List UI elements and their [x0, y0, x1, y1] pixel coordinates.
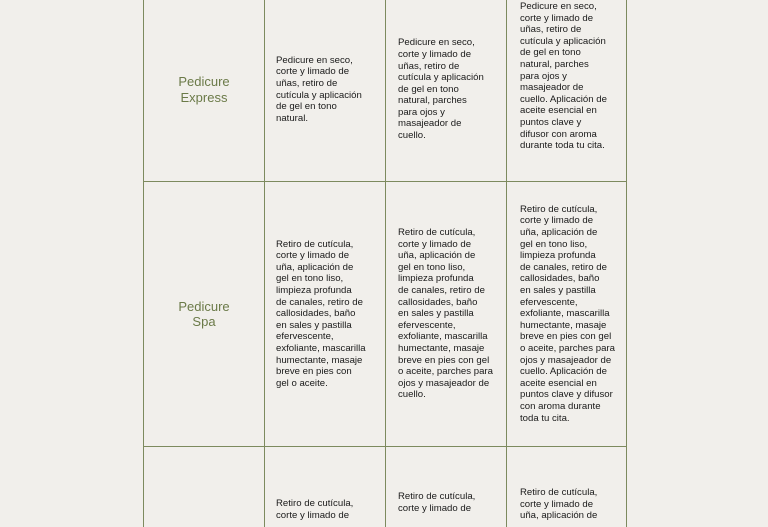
service-description: Retiro de cutícula, corte y limado de uña, aplicación de gel en tono liso, limpieza profunda de canales, retiro de callosidades, baño en sales y pastilla efervescente, exfoliante, mascarilla humectante, masaje breve en pies con gel o aceite.: [264, 182, 385, 446]
service-name: Pedicure Spa: [178, 298, 230, 329]
service-name: [144, 447, 264, 527]
service-description: Pedicure en seco, corte y limado de uñas, retiro de cutícula y aplicación de gel en tono natural, parches para ojos y masajeador de cuello.: [385, 0, 506, 181]
service-description: Retiro de cutícula, corte y limado de uña, aplicación de gel en tono liso, limpieza profunda de canales, retiro de callosidades, baño en sales y pastilla efervescente, exfoliante, mascarilla humectante, masaje breve en pies con gel o aceite, parches para ojos y masajeador de cuello. Aplicación de aceite esencial en puntos clave y difusor con aroma durante toda tu cita.: [506, 182, 626, 446]
service-description: Retiro de cutícula, corte y limado de: [264, 447, 385, 527]
service-name: Pedicure Express: [178, 74, 230, 105]
service-description: Pedicure en seco, corte y limado de uñas, retiro de cutícula y aplicación de gel en tono natural.: [264, 0, 385, 181]
services-table: [143, 0, 627, 527]
service-description: Retiro de cutícula, corte y limado de: [385, 447, 506, 527]
table-row: [144, 0, 626, 182]
table-row: [144, 447, 626, 527]
service-description: Retiro de cutícula, corte y limado de uña, aplicación de gel en tono liso, limpieza profunda de canales, retiro de callosidades, baño en sales y pastilla efervescente, exfoliante, mascarilla humectante, masaje breve en pies con gel o aceite, parches para ojos y masajeador de cuello.: [385, 182, 506, 446]
service-description: Pedicure en seco, corte y limado de uñas, retiro de cutícula y aplicación de gel en tono natural, parches para ojos y masajeador de cuello. Aplicación de aceite esencial en puntos clave y difusor con aroma durante toda tu cita.: [506, 0, 626, 181]
service-description: Retiro de cutícula, corte y limado de uña, aplicación de: [506, 447, 626, 527]
table-row: [144, 182, 626, 447]
